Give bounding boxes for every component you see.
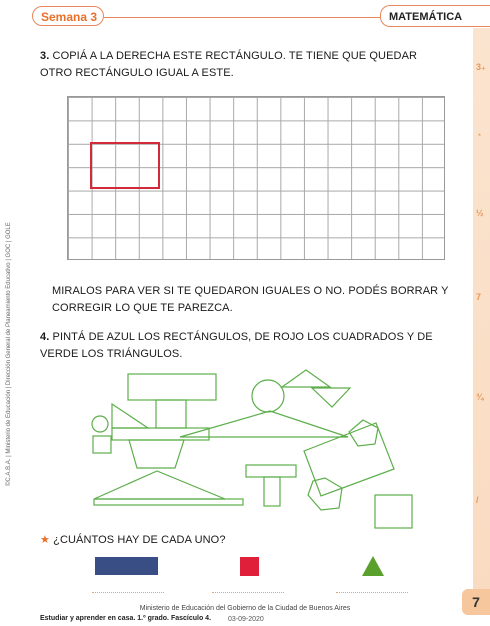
question-4	[40, 329, 460, 363]
shape-rectangle[interactable]	[246, 465, 296, 477]
strip-doodle-icon: /	[476, 495, 479, 505]
strip-doodle-icon: ¾	[476, 392, 484, 402]
red-square-swatch	[240, 557, 259, 576]
model-rectangle	[90, 142, 160, 189]
page-number: 7	[462, 589, 490, 615]
header-divider	[104, 17, 380, 18]
answer-line-rectangles[interactable]	[92, 592, 164, 593]
shape-triangle[interactable]	[112, 404, 148, 428]
footer-ministry: Ministerio de Educación del Gobierno de la Ciudad de Buenos Aires	[139, 605, 351, 612]
question-number: 3.	[40, 50, 50, 62]
answer-line-squares[interactable]	[212, 592, 284, 593]
instruction-note: MIRALOS PARA VER SI TE QUEDARON IGUALES O NO. PODÉS BORRAR Y CORREGIR LO QUE TE PAREZCA.	[52, 285, 449, 314]
count-question-text: ¿CUÁNTOS HAY DE CADA UNO?	[53, 534, 226, 546]
green-triangle-swatch	[362, 556, 384, 576]
shape-triangle[interactable]	[312, 388, 350, 407]
question-text: COPIÁ A LA DERECHA ESTE RECTÁNGULO. TE TIENE QUE QUEDAR OTRO RECTÁNGULO IGUAL A ESTE.	[40, 50, 418, 79]
shape-circle[interactable]	[92, 416, 108, 432]
strip-doodle-icon: ½	[476, 208, 484, 218]
question-text: PINTÁ DE AZUL LOS RECTÁNGULOS, DE ROJO LOS CUADRADOS Y DE VERDE LOS TRIÁNGULOS.	[40, 331, 433, 360]
shape-rectangle[interactable]	[264, 477, 280, 506]
footer-date: 03-09-2020	[228, 616, 264, 623]
strip-doodle-icon: 7	[476, 292, 482, 302]
subject-tab: MATEMÁTICA	[380, 5, 490, 27]
shapes-figure	[80, 365, 420, 533]
shape-triangle[interactable]	[94, 471, 225, 499]
answer-line-triangles[interactable]	[336, 592, 408, 593]
strip-doodle-icon: 3₊	[476, 62, 486, 72]
strip-doodle-icon: ◔	[476, 130, 482, 140]
shape-square[interactable]	[93, 436, 111, 453]
shape-rectangle[interactable]	[94, 499, 243, 505]
star-icon: ★	[40, 534, 50, 546]
right-decorative-strip	[473, 28, 490, 590]
footer-booklet: Estudiar y aprender en casa. 1.º grado. Fascículo 4.	[40, 615, 212, 622]
shape-triangle[interactable]	[282, 370, 330, 387]
shape-trapezoid[interactable]	[129, 440, 184, 468]
shape-rectangle[interactable]	[128, 374, 216, 400]
question-3	[40, 48, 450, 82]
blue-rectangle-swatch	[95, 557, 158, 575]
shape-triangle[interactable]	[180, 411, 348, 437]
week-badge: Semana 3	[32, 6, 104, 26]
shape-rectangle[interactable]	[304, 423, 394, 496]
copyright-vertical-text: ©C.A.B.A. | Ministerio de Educación | Dirección General de Planeamiento Educativo | GOC | GOLE	[6, 222, 12, 486]
shape-square[interactable]	[156, 400, 186, 428]
shape-circle[interactable]	[252, 380, 284, 412]
count-question	[40, 532, 340, 549]
shape-rectangle[interactable]	[112, 428, 209, 440]
question-number: 4.	[40, 331, 50, 343]
shape-square[interactable]	[375, 495, 412, 528]
